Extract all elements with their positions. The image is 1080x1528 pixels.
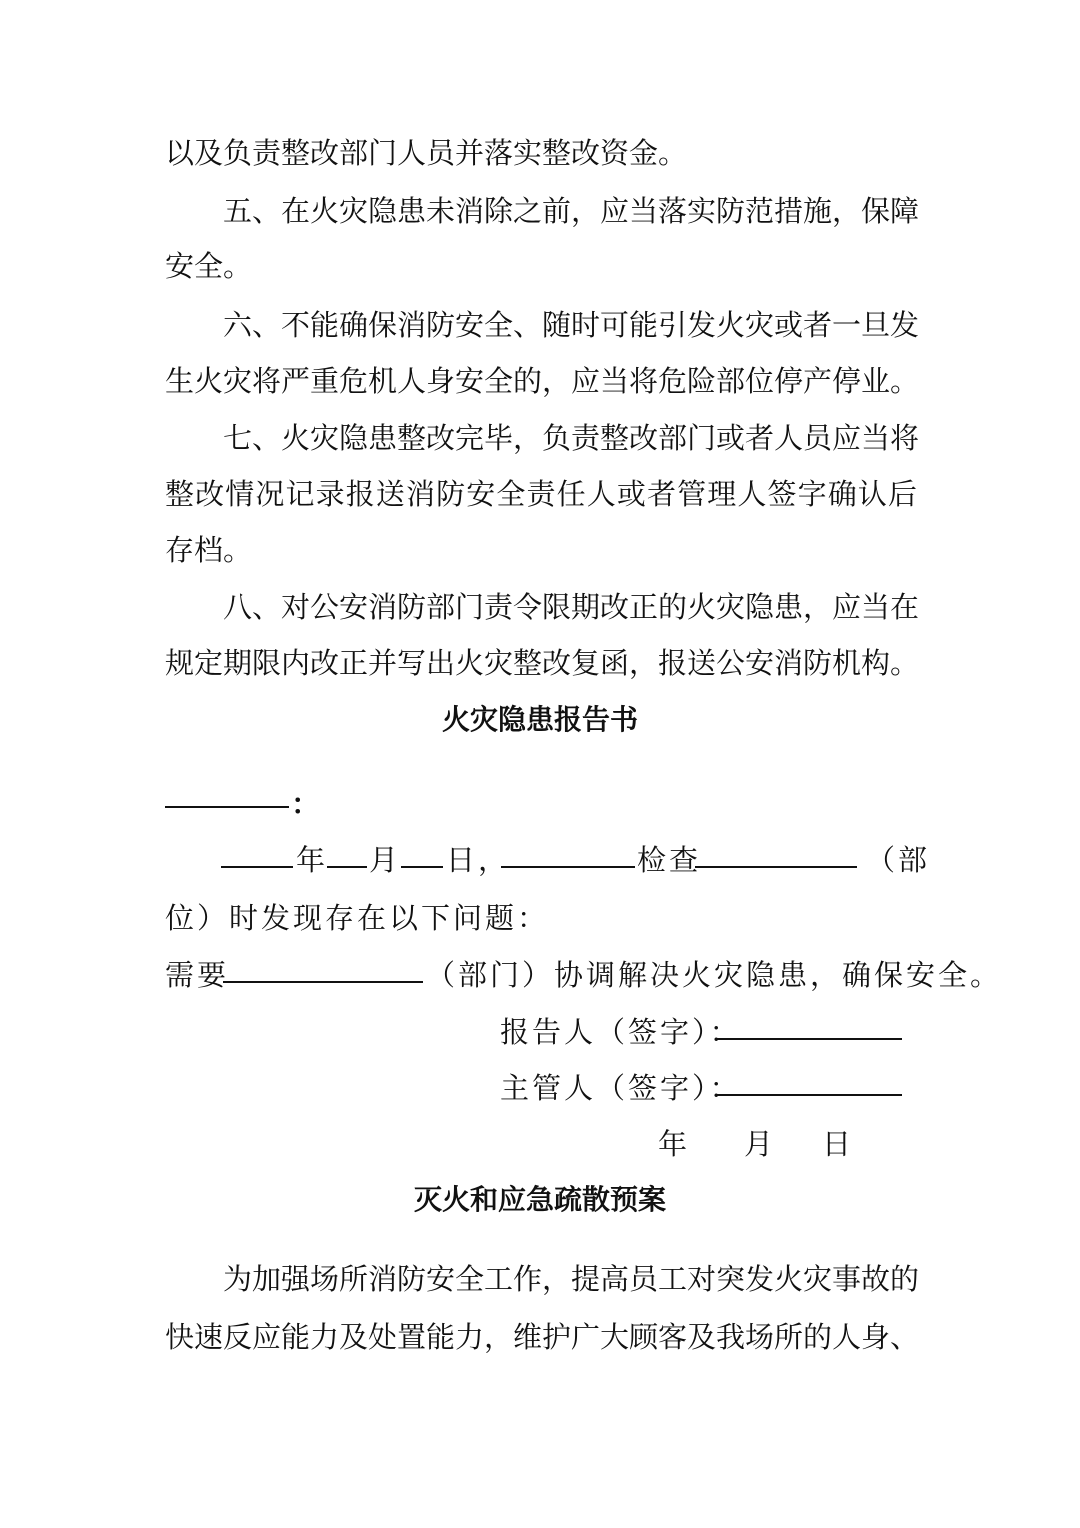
plan-title: 灭火和应急疏散预案 (413, 1183, 666, 1216)
rule-item-8-line-2: 规定期限内改正并写出火灾整改复函，报送公安消防机构。 (165, 646, 920, 680)
salutation-colon: ： (291, 787, 321, 821)
supervisor-signature-blank[interactable] (716, 1094, 902, 1096)
rule-item-5-line-1: 五、在火灾隐患未消除之前，应当落实防范措施，保障 (223, 194, 920, 228)
rule-item-6-line-2: 生火灾将严重危机人身安全的，应当将危险部位停产停业。 (165, 364, 920, 398)
month-label: 月 (369, 843, 402, 877)
day-label: 日， (446, 843, 511, 877)
rule-item-8-line-1: 八、对公安消防部门责令限期改正的火灾隐患，应当在 (223, 590, 920, 624)
issue-intro: 位）时发现存在以下问题： (165, 901, 550, 935)
year-label: 年 (296, 843, 329, 877)
reporter-signature-label: 报告人（签字）： (500, 1015, 742, 1049)
rules-line-1: 以及负责整改部门人员并落实整改资金。 (165, 136, 688, 170)
date-month-label: 月 (744, 1127, 774, 1161)
need-label: 需要 (165, 958, 230, 992)
date-day-label: 日 (822, 1127, 852, 1161)
inspector-blank[interactable] (501, 866, 635, 868)
plan-line-1: 为加强场所消防安全工作，提高员工对突发火灾事故的 (223, 1262, 920, 1296)
part-open-label: （部 (866, 843, 931, 877)
year-blank[interactable] (221, 866, 293, 868)
month-blank[interactable] (327, 866, 367, 868)
supervisor-signature-label: 主管人（签字）： (500, 1071, 742, 1105)
rule-item-7-line-2: 整改情况记录报送消防安全责任人或者管理人签字确认后 (165, 477, 917, 511)
check-label: 检查 (637, 843, 702, 877)
rule-item-7-line-3: 存档。 (165, 533, 253, 567)
recipient-blank[interactable] (165, 806, 289, 808)
rule-item-7-line-1: 七、火灾隐患整改完毕，负责整改部门或者人员应当将 (223, 421, 920, 455)
location-blank[interactable] (695, 866, 857, 868)
need-rest: （部门）协调解决火灾隐患，确保安全。 (426, 958, 1003, 992)
day-blank[interactable] (401, 866, 443, 868)
department-blank[interactable] (223, 981, 423, 983)
rule-item-5-line-2: 安全。 (165, 249, 253, 283)
date-year-label: 年 (658, 1127, 688, 1161)
plan-line-2: 快速反应能力及处置能力，维护广大顾客及我场所的人身、 (165, 1320, 920, 1354)
reporter-signature-blank[interactable] (716, 1038, 902, 1040)
report-title: 火灾隐患报告书 (441, 703, 638, 736)
rule-item-6-line-1: 六、不能确保消防安全、随时可能引发火灾或者一旦发 (223, 308, 920, 342)
